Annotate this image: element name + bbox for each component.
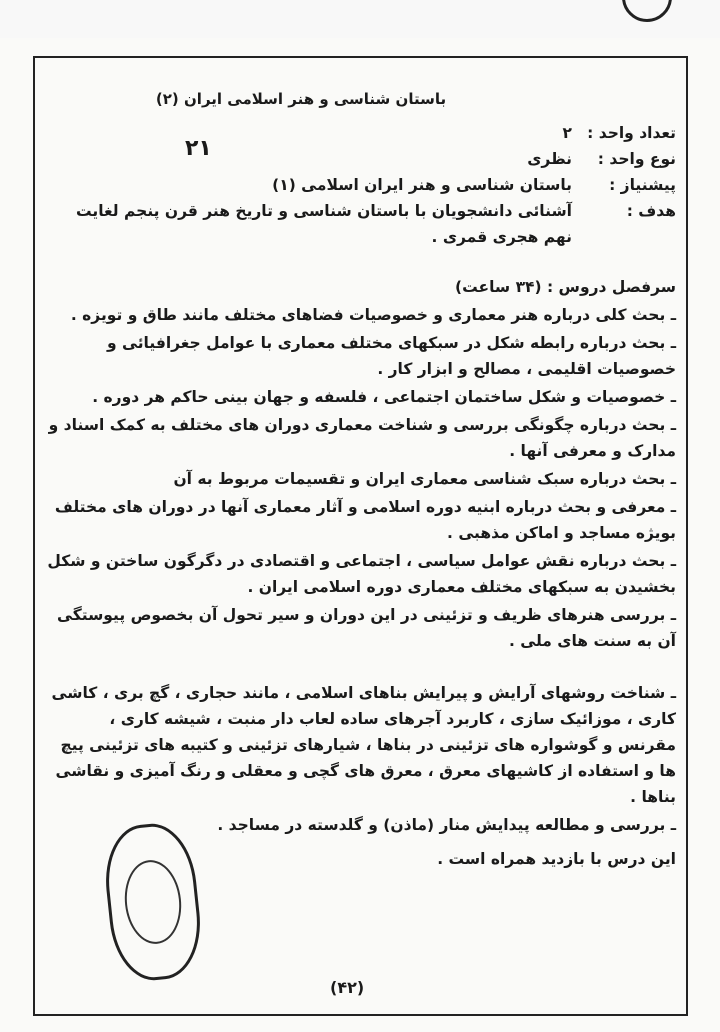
meta-label: نوع واحد : (597, 150, 676, 168)
meta-value: باستان شناسی و هنر ایران اسلامی (۱) (272, 176, 572, 194)
page-number: (۴۲) (330, 978, 365, 997)
meta-label: هدف : (626, 202, 676, 220)
top-toolbar-strip (0, 0, 720, 39)
seal-inner-ring (121, 857, 185, 946)
syllabus-item: ـ شناخت روشهای آرایش و پیرایش بناهای اسلامی ، مانند حجاری ، گچ بری ، کاشی کاری ، موزائیک سازی ، کاربرد آجرهای ساده لعاب دار منبت ، شیشه کاری ، مقرنس و گوشواره های تزئینی در بناها ، شیارهای تزئینی و کتیبه های تزئینی پیچ ها و استفاده از کاشیهای معرق ، معرق های گچی و معقلی و رنگ آمیزی و نقاشی بناها . (51, 684, 676, 806)
syllabus-item: ـ بحث درباره سبک شناسی معماری ایران و تقسیمات مربوط به آن (173, 470, 676, 488)
closing-note: این درس با بازدید همراه است . (437, 850, 676, 868)
meta-units (46, 120, 676, 146)
syllabus-item: ـ بحث درباره رابطه شکل در سبکهای مختلف معماری با عوامل جغرافیائی و خصوصیات اقلیمی ، مصالح و ابزار کار . (107, 334, 676, 378)
syllabus-item: ـ خصوصیات و شکل ساختمان اجتماعی ، فلسفه و جهان بینی حاکم هر دوره . (92, 388, 676, 406)
meta-goal (46, 198, 676, 250)
course-title: باستان شناسی و هنر اسلامی ایران (۲) (155, 90, 447, 108)
circle-button-icon[interactable] (622, 0, 672, 22)
spacer (46, 656, 676, 678)
meta-prereq (46, 172, 676, 198)
meta-label: پیشنیاز : (609, 176, 676, 194)
meta-value: نظری (527, 150, 572, 168)
syllabus-item: ـ بحث کلی درباره هنر معماری و خصوصیات فضاهای مختلف مانند طاق و تویزه . (70, 306, 676, 324)
meta-value: ۲ (562, 124, 572, 142)
meta-value: آشنائی دانشجویان با باستان شناسی و تاریخ هنر قرن پنجم لغایت نهم هجری قمری . (75, 202, 572, 246)
handwritten-number: ۲۱ (185, 136, 212, 161)
syllabus-item: ـ بحث درباره چگونگی بررسی و شناخت معماری دوران های مختلف به کمک اسناد و مدارک و معرفی آنها . (48, 416, 676, 460)
syllabus-item: ـ بررسی هنرهای ظریف و تزئینی در این دوران و سیر تحول آن بخصوص پیوستگی آن به سنت های ملی . (57, 606, 676, 650)
document-body (46, 86, 676, 874)
syllabus-item: ـ معرفی و بحث درباره ابنیه دوره اسلامی و آثار معماری آنها در دوران های مختلف بویژه مساجد و اماکن مذهبی . (54, 498, 676, 542)
syllabus-item: ـ بررسی و مطالعه پیدایش منار (ماذن) و گلدسته در مساجد . (217, 816, 676, 834)
syllabus-heading: سرفصل دروس : (۳۴ ساعت) (455, 278, 676, 296)
meta-type (46, 146, 676, 172)
document-page (0, 38, 720, 1032)
syllabus-item: ـ بحث درباره نقش عوامل سیاسی ، اجتماعی و اقتصادی در دگرگون ساختن و شکل بخشیدن به سبکهای مختلف معماری دوره اسلامی ایران . (47, 552, 676, 596)
meta-label: تعداد واحد : (587, 124, 676, 142)
